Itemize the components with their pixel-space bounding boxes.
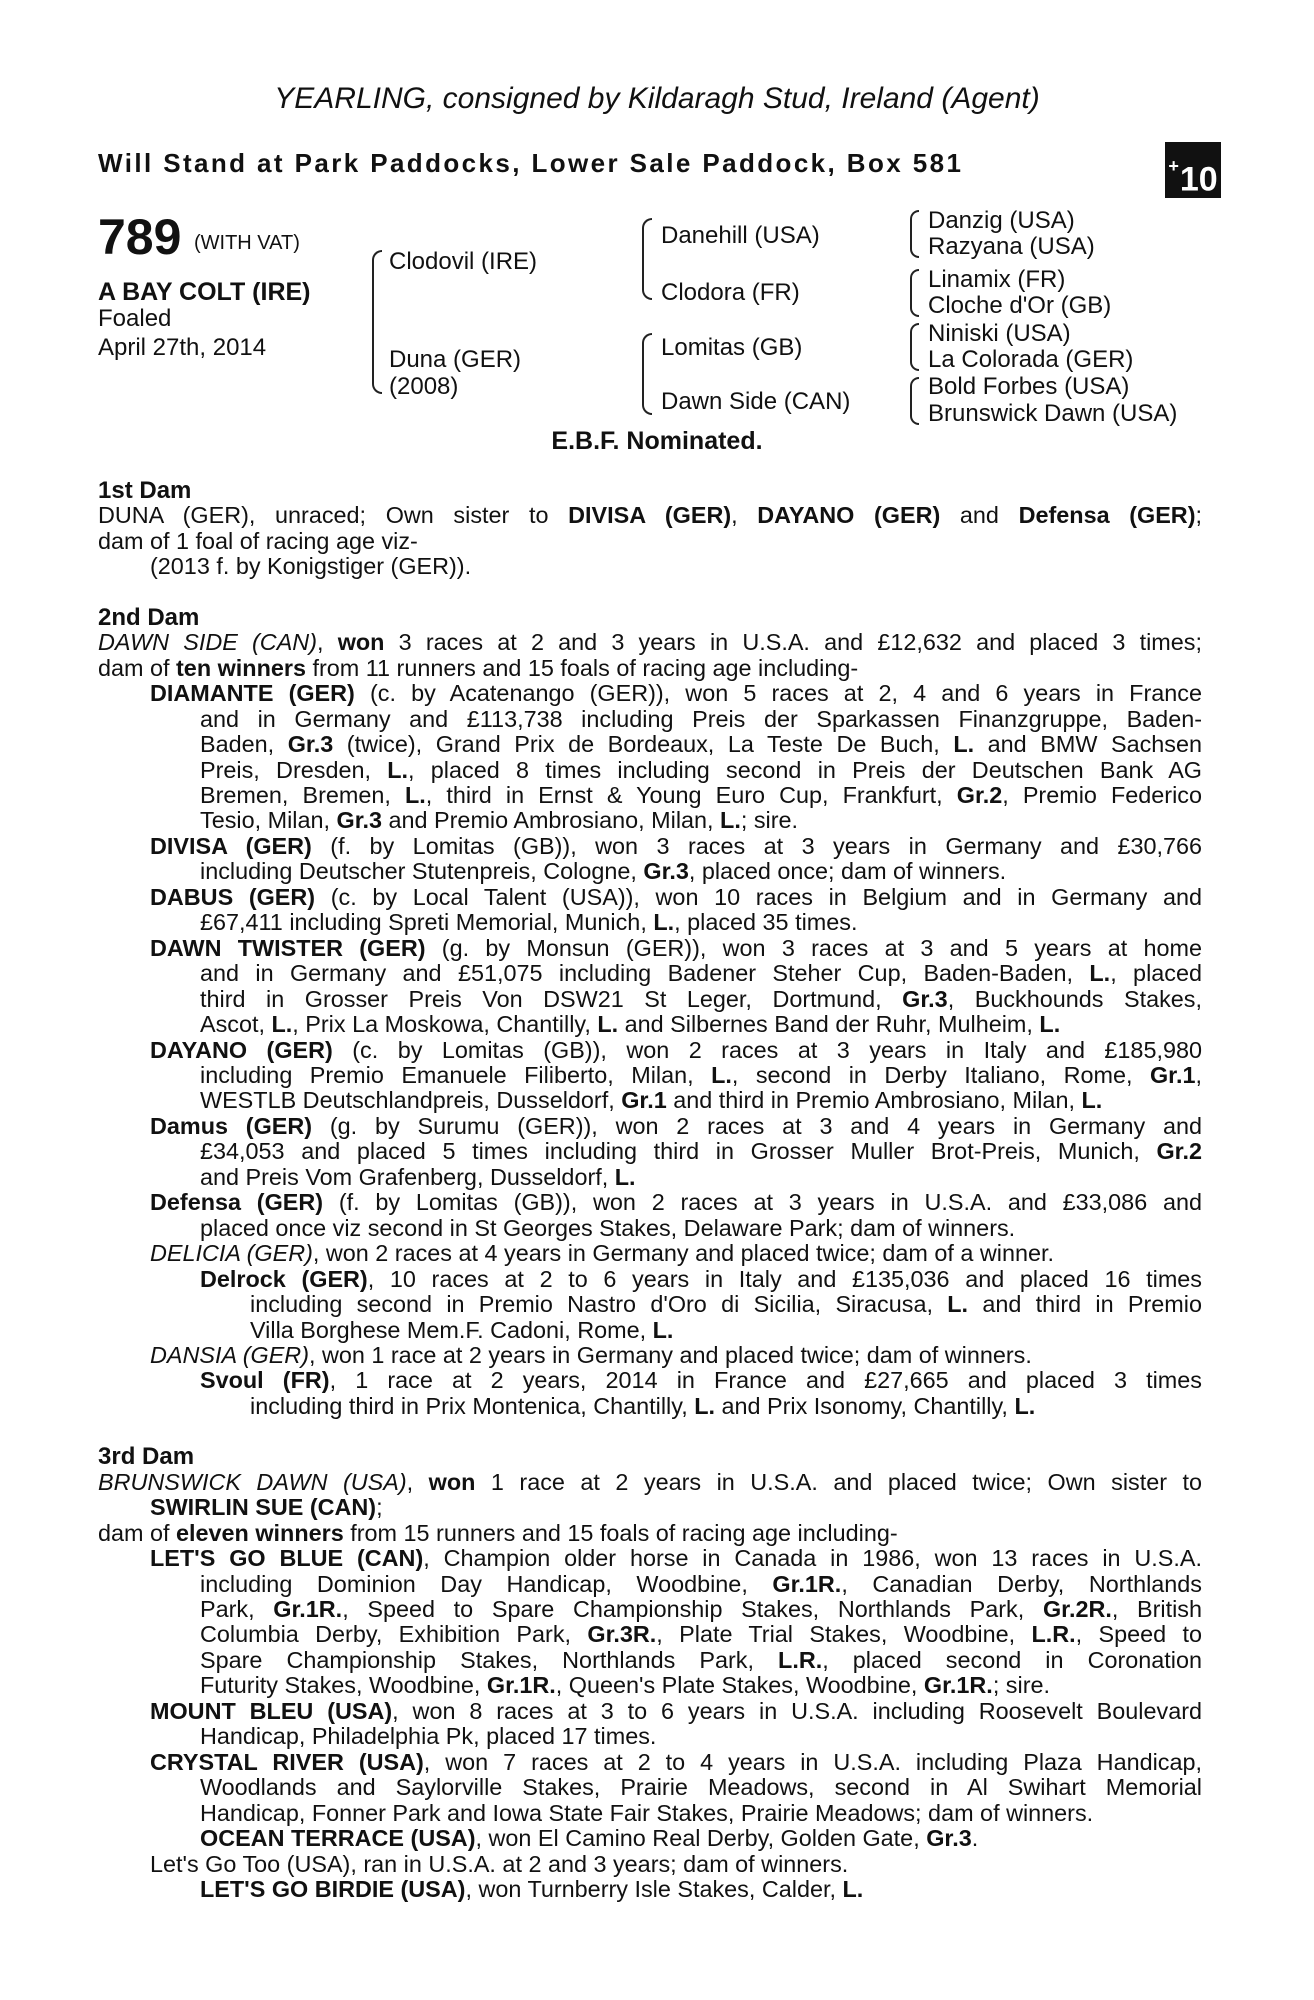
third-dam-line bbox=[98, 1470, 1202, 1495]
bold-text: DAYANO (GER) bbox=[757, 502, 941, 529]
bold-text: SWIRLIN SUE (CAN) bbox=[150, 1494, 377, 1521]
text: and in Germany and £51,075 including Badener Steher Cup, Baden-Baden, bbox=[200, 960, 1090, 987]
bold-text: L. bbox=[947, 1291, 969, 1318]
text: . bbox=[971, 1825, 979, 1852]
text: (twice), Grand Prix de Bordeaux, La Teste De Buch, bbox=[333, 731, 954, 758]
third-dam-line bbox=[98, 1648, 1202, 1673]
text: ; sire. bbox=[740, 807, 799, 834]
badge-sup: + bbox=[1168, 156, 1179, 176]
bold-text: DIVISA (GER) bbox=[150, 832, 312, 859]
second-dam-line bbox=[98, 885, 1202, 910]
bold-text: L. bbox=[404, 781, 426, 808]
bold-text: Defensa (GER) bbox=[150, 1189, 324, 1216]
text: , bbox=[316, 629, 338, 656]
bold-text: Gr.1R. bbox=[923, 1672, 993, 1699]
text: , placed bbox=[1110, 960, 1202, 987]
ped-dam-sire: Lomitas (GB) bbox=[661, 334, 803, 361]
text: , Queen's Plate Stakes, Woodbine, bbox=[555, 1672, 924, 1699]
third-dam-heading: 3rd Dam bbox=[98, 1443, 195, 1471]
bold-text: L. bbox=[597, 1011, 619, 1038]
second-dam-line bbox=[98, 656, 1202, 681]
text: Handicap, Fonner Park and Iowa State Fair Stakes, Prairie Meadows; dam of winners. bbox=[200, 1799, 1094, 1826]
text: and bbox=[940, 502, 1019, 529]
second-dam-line bbox=[98, 707, 1202, 732]
bold-text: Gr.1 bbox=[1149, 1061, 1196, 1088]
text: and Premio Ambrosiano, Milan, bbox=[382, 807, 721, 834]
bold-text: L. bbox=[653, 909, 675, 936]
text: Columbia Derby, Exhibition Park, bbox=[200, 1621, 588, 1648]
bold-text: L. bbox=[720, 807, 741, 834]
third-dam-line bbox=[98, 1622, 1202, 1647]
bold-text: L. bbox=[711, 1061, 732, 1088]
bold-text: Gr.3 bbox=[902, 985, 948, 1012]
bold-text: L. bbox=[1089, 960, 1111, 987]
ped-dam-year: (2008) bbox=[389, 373, 459, 400]
text: DUNA (GER), unraced; Own sister to bbox=[98, 502, 569, 529]
brace-sire-parents bbox=[642, 218, 652, 300]
ped-g4: Cloche d'Or (GB) bbox=[928, 292, 1112, 319]
text: including Premio Emanuele Filiberto, Milan, bbox=[200, 1061, 712, 1088]
text: , bbox=[406, 1468, 429, 1495]
third-dam-line bbox=[98, 1724, 1202, 1749]
third-dam-line bbox=[98, 1597, 1202, 1622]
second-dam-line bbox=[98, 630, 1202, 655]
italic-text: DANSIA (GER) bbox=[150, 1341, 309, 1368]
second-dam-line bbox=[98, 783, 1202, 808]
first-dam-section bbox=[98, 503, 1202, 579]
lot-vat: (WITH VAT) bbox=[194, 232, 300, 254]
text: Let's Go Too (USA), ran in U.S.A. at 2 and 3 years; dam of winners. bbox=[150, 1850, 849, 1877]
second-dam-line bbox=[98, 1038, 1202, 1063]
second-dam-line bbox=[98, 1063, 1202, 1088]
text: Futurity Stakes, Woodbine, bbox=[200, 1672, 487, 1699]
bold-text: Damus (GER) bbox=[150, 1112, 313, 1139]
first-dam-line bbox=[98, 503, 1202, 528]
second-dam-line bbox=[98, 1267, 1202, 1292]
second-dam-line bbox=[98, 936, 1202, 961]
text: £67,411 including Spreti Memorial, Munich, bbox=[200, 909, 654, 936]
bold-text: DABUS (GER) bbox=[150, 883, 316, 910]
text: ; sire. bbox=[992, 1672, 1050, 1699]
bold-text: DAYANO (GER) bbox=[150, 1036, 333, 1063]
ped-g1: Danzig (USA) bbox=[928, 207, 1075, 234]
ped-g2: Razyana (USA) bbox=[928, 233, 1095, 260]
second-dam-line bbox=[98, 1012, 1202, 1037]
second-dam-heading: 2nd Dam bbox=[98, 603, 200, 631]
text: , won 7 races at 2 to 4 years in U.S.A. including Plaza Handicap, bbox=[423, 1748, 1203, 1775]
bold-text: L. bbox=[694, 1392, 715, 1419]
first-dam-heading: 1st Dam bbox=[98, 477, 192, 504]
text: and third in Premio Ambrosiano, Milan, bbox=[666, 1087, 1082, 1114]
second-dam-line bbox=[98, 1165, 1202, 1190]
second-dam-line bbox=[98, 910, 1202, 935]
brace-sire-dam bbox=[372, 250, 382, 394]
text: , won 2 races at 4 years in Germany and placed twice; dam of a winner. bbox=[312, 1240, 1054, 1267]
third-dam-section bbox=[98, 1470, 1202, 1903]
bold-text: Gr.2 bbox=[956, 781, 1003, 808]
consignment-line: YEARLING, consigned by Kildaragh Stud, Ireland (Agent) bbox=[274, 82, 1040, 115]
text: , won 8 races at 3 to 6 years in U.S.A. including Roosevelt Boulevard bbox=[392, 1697, 1203, 1724]
second-dam-line bbox=[98, 1318, 1202, 1343]
third-dam-line bbox=[98, 1572, 1202, 1597]
bold-text: Gr.1 bbox=[621, 1087, 667, 1114]
bold-text: L. bbox=[842, 1876, 864, 1903]
text: (f. by Lomitas (GB)), won 3 races at 3 years in Germany and £30,766 bbox=[311, 832, 1202, 859]
text: , Plate Trial Stakes, Woodbine, bbox=[656, 1621, 1032, 1648]
foaled-date: April 27th, 2014 bbox=[98, 334, 267, 361]
text: Baden, bbox=[200, 731, 288, 758]
text: , placed 35 times. bbox=[674, 909, 858, 936]
text: , won Turnberry Isle Stakes, Calder, bbox=[465, 1876, 843, 1903]
brace-dam-parents bbox=[642, 333, 652, 415]
bold-text: DIAMANTE (GER) bbox=[150, 680, 355, 707]
italic-text: DELICIA (GER) bbox=[150, 1240, 313, 1267]
text: including Deutscher Stutenpreis, Cologne, bbox=[200, 858, 644, 885]
ped-sire-sire: Danehill (USA) bbox=[661, 222, 820, 249]
bold-text: ten winners bbox=[176, 654, 306, 681]
text: , placed second in Coronation bbox=[822, 1646, 1202, 1673]
bold-text: Gr.3 bbox=[926, 1825, 972, 1852]
bold-text: DIVISA (GER) bbox=[568, 502, 732, 529]
second-dam-line bbox=[98, 961, 1202, 986]
second-dam-line bbox=[98, 859, 1202, 884]
text: , 10 races at 2 to 6 years in Italy and £135,036 and placed 16 times bbox=[367, 1265, 1203, 1292]
second-dam-line bbox=[98, 1114, 1202, 1139]
third-dam-line bbox=[98, 1775, 1202, 1800]
second-dam-line bbox=[98, 1343, 1202, 1368]
third-dam-line bbox=[98, 1546, 1202, 1571]
second-dam-line bbox=[98, 1292, 1202, 1317]
text: Ascot, bbox=[200, 1011, 272, 1038]
ped-g7: Bold Forbes (USA) bbox=[928, 373, 1130, 400]
text: third in Grosser Preis Von DSW21 St Leger, Dortmund, bbox=[200, 985, 903, 1012]
text: including third in Prix Montenica, Chantilly, bbox=[250, 1392, 695, 1419]
bold-text: L. bbox=[387, 756, 409, 783]
text: , won El Camino Real Derby, Golden Gate, bbox=[475, 1825, 927, 1852]
first-dam-line bbox=[98, 529, 1202, 554]
second-dam-line bbox=[98, 1368, 1202, 1393]
text: Handicap, Philadelphia Pk, placed 17 times. bbox=[200, 1723, 657, 1750]
text: Tesio, Milan, bbox=[200, 807, 337, 834]
second-dam-line bbox=[98, 758, 1202, 783]
third-dam-line bbox=[98, 1521, 1202, 1546]
bold-text: DAWN TWISTER (GER) bbox=[150, 934, 426, 961]
badge-number: 10 bbox=[1179, 160, 1218, 199]
bold-text: L. bbox=[614, 1163, 636, 1190]
text: , third in Ernst & Young Euro Cup, Frankfurt, bbox=[425, 781, 957, 808]
second-dam-line bbox=[98, 1088, 1202, 1113]
second-dam-line bbox=[98, 1216, 1202, 1241]
text: Bremen, Bremen, bbox=[200, 781, 405, 808]
text: , placed once; dam of winners. bbox=[688, 858, 1007, 885]
text: ; bbox=[1195, 502, 1202, 529]
text: including Dominion Day Handicap, Woodbine, bbox=[200, 1570, 773, 1597]
third-dam-line bbox=[98, 1750, 1202, 1775]
ped-g8: Brunswick Dawn (USA) bbox=[928, 400, 1178, 427]
bold-text: won bbox=[337, 629, 385, 656]
ped-dam-dam: Dawn Side (CAN) bbox=[661, 388, 851, 415]
text: and Preis Vom Grafenberg, Dusseldorf, bbox=[200, 1163, 615, 1190]
bold-text: L.R. bbox=[1031, 1621, 1076, 1648]
third-dam-line bbox=[98, 1801, 1202, 1826]
bold-text: Gr.2 bbox=[1156, 1138, 1202, 1165]
third-dam-line bbox=[98, 1852, 1202, 1877]
text: dam of bbox=[98, 1519, 177, 1546]
text: , Buckhounds Stakes, bbox=[947, 985, 1202, 1012]
location-line: Will Stand at Park Paddocks, Lower Sale Paddock, Box 581 bbox=[98, 148, 964, 178]
text: , second in Derby Italiano, Rome, bbox=[731, 1061, 1150, 1088]
third-dam-line bbox=[98, 1877, 1202, 1902]
text: (g. by Monsun (GER)), won 3 races at 3 and 5 years at home bbox=[425, 934, 1202, 961]
brace-g4 bbox=[910, 377, 919, 425]
text: Villa Borghese Mem.F. Cadoni, Rome, bbox=[250, 1316, 653, 1343]
bold-text: MOUNT BLEU (USA) bbox=[150, 1697, 393, 1724]
bold-text: CRYSTAL RIVER (USA) bbox=[150, 1748, 424, 1775]
third-dam-line bbox=[98, 1826, 1202, 1851]
lot-title: A BAY COLT (IRE) bbox=[98, 278, 311, 306]
text: (f. by Lomitas (GB)), won 2 races at 3 years in U.S.A. and £33,086 and bbox=[323, 1189, 1203, 1216]
bold-text: LET'S GO BIRDIE (USA) bbox=[200, 1876, 466, 1903]
catalogue-body bbox=[98, 478, 1202, 1902]
ped-g6: La Colorada (GER) bbox=[928, 346, 1134, 373]
text: and in Germany and £113,738 including Preis der Sparkassen Finanzgruppe, Baden- bbox=[200, 705, 1202, 732]
bold-text: Gr.3R. bbox=[587, 1621, 657, 1648]
lot-badge bbox=[1165, 142, 1221, 198]
bold-text: L. bbox=[1081, 1087, 1103, 1114]
text: and Prix Isonomy, Chantilly, bbox=[715, 1392, 1015, 1419]
text: and third in Premio bbox=[968, 1291, 1202, 1318]
bold-text: eleven winners bbox=[176, 1519, 344, 1546]
bold-text: L.R. bbox=[778, 1646, 823, 1673]
text: (g. by Surumu (GER)), won 2 races at 3 and 4 years in Germany and bbox=[312, 1112, 1202, 1139]
bold-text: Svoul (FR) bbox=[200, 1367, 330, 1394]
bold-text: LET'S GO BLUE (CAN) bbox=[150, 1545, 424, 1572]
bold-text: Gr.1R. bbox=[486, 1672, 556, 1699]
bold-text: L. bbox=[271, 1011, 293, 1038]
text: WESTLB Deutschlandpreis, Dusseldorf, bbox=[200, 1087, 622, 1114]
text: ; bbox=[376, 1494, 383, 1521]
text: and Silbernes Band der Ruhr, Mulheim, bbox=[618, 1011, 1040, 1038]
second-dam-line bbox=[98, 1190, 1202, 1215]
third-dam-line bbox=[98, 1699, 1202, 1724]
bold-text: Gr.1R. bbox=[772, 1570, 842, 1597]
text: dam of 1 foal of racing age viz- bbox=[98, 527, 418, 554]
brace-g1 bbox=[910, 210, 919, 258]
text: , 1 race at 2 years, 2014 in France and £27,665 and placed 3 times bbox=[329, 1367, 1202, 1394]
second-dam-line bbox=[98, 681, 1202, 706]
bold-text: L. bbox=[1014, 1392, 1036, 1419]
text: , Premio Federico bbox=[1002, 781, 1202, 808]
second-dam-line bbox=[98, 1139, 1202, 1164]
ebf-nominated: E.B.F. Nominated. bbox=[551, 427, 763, 455]
text: 3 races at 2 and 3 years in U.S.A. and £12,632 and placed 3 times; bbox=[384, 629, 1202, 656]
second-dam-line bbox=[98, 1241, 1202, 1266]
text: Park, bbox=[200, 1596, 274, 1623]
text: Spare Championship Stakes, Northlands Park, bbox=[200, 1646, 779, 1673]
text: and BMW Sachsen bbox=[974, 731, 1202, 758]
text: (c. by Acatenango (GER)), won 5 races at 2, 4 and 6 years in France bbox=[354, 680, 1202, 707]
text: , Prix La Moskowa, Chantilly, bbox=[292, 1011, 598, 1038]
text: including second in Premio Nastro d'Oro di Sicilia, Siracusa, bbox=[250, 1291, 948, 1318]
text: , Champion older horse in Canada in 1986, won 13 races in U.S.A. bbox=[423, 1545, 1202, 1572]
ped-dam: Duna (GER) bbox=[389, 346, 522, 373]
text: (c. by Lomitas (GB)), won 2 races at 3 years in Italy and £185,980 bbox=[332, 1036, 1202, 1063]
text: , bbox=[1195, 1061, 1202, 1088]
ped-g5: Niniski (USA) bbox=[928, 320, 1071, 347]
ped-sire: Clodovil (IRE) bbox=[389, 248, 538, 275]
text: from 15 runners and 15 foals of racing age including- bbox=[343, 1519, 898, 1546]
second-dam-line bbox=[98, 732, 1202, 757]
bold-text: Gr.3 bbox=[287, 731, 334, 758]
text: £34,053 and placed 5 times including third in Grosser Muller Brot-Preis, Munich, bbox=[200, 1138, 1157, 1165]
bold-text: Gr.3 bbox=[336, 807, 383, 834]
text: (2013 f. by Konigstiger (GER)). bbox=[150, 553, 472, 580]
italic-text: DAWN SIDE (CAN) bbox=[98, 629, 317, 656]
second-dam-line bbox=[98, 834, 1202, 859]
text: , won 1 race at 2 years in Germany and placed twice; dam of winners. bbox=[308, 1341, 1032, 1368]
bold-text: Gr.3 bbox=[643, 858, 689, 885]
second-dam-line bbox=[98, 987, 1202, 1012]
text: Woodlands and Saylorville Stakes, Prairie Meadows, second in Al Swihart Memorial bbox=[200, 1774, 1202, 1801]
bold-text: Gr.1R. bbox=[273, 1596, 343, 1623]
text: , Speed to Spare Championship Stakes, Northlands Park, bbox=[342, 1596, 1043, 1623]
bold-text: Gr.2R. bbox=[1042, 1596, 1112, 1623]
lot-number: 789 bbox=[98, 209, 182, 265]
bold-text: L. bbox=[652, 1316, 674, 1343]
first-dam-line bbox=[98, 554, 1202, 579]
third-dam-line bbox=[98, 1495, 1202, 1520]
bold-text: won bbox=[428, 1468, 476, 1495]
bold-text: L. bbox=[953, 731, 975, 758]
text: 1 race at 2 years in U.S.A. and placed twice; Own sister to bbox=[475, 1468, 1203, 1495]
text: , placed 8 times including second in Preis der Deutschen Bank AG bbox=[408, 756, 1202, 783]
text: , bbox=[731, 502, 758, 529]
text: from 11 runners and 15 foals of racing age including- bbox=[306, 654, 859, 681]
bold-text: Defensa (GER) bbox=[1018, 502, 1196, 529]
foaled-label: Foaled bbox=[98, 305, 172, 332]
text: , Speed to bbox=[1075, 1621, 1203, 1648]
text: dam of bbox=[98, 654, 177, 681]
second-dam-line bbox=[98, 1394, 1202, 1419]
text: , Canadian Derby, Northlands bbox=[841, 1570, 1202, 1597]
bold-text: L. bbox=[1039, 1011, 1061, 1038]
third-dam-line bbox=[98, 1673, 1202, 1698]
brace-g2 bbox=[910, 269, 919, 317]
text: placed once viz second in St Georges Stakes, Delaware Park; dam of winners. bbox=[200, 1214, 1016, 1241]
ped-g3: Linamix (FR) bbox=[928, 266, 1066, 293]
bold-text: OCEAN TERRACE (USA) bbox=[200, 1825, 476, 1852]
brace-g3 bbox=[910, 323, 919, 371]
italic-text: BRUNSWICK DAWN (USA) bbox=[98, 1468, 407, 1495]
ped-sire-dam: Clodora (FR) bbox=[661, 279, 800, 306]
text: Preis, Dresden, bbox=[200, 756, 388, 783]
second-dam-line bbox=[98, 808, 1202, 833]
text: , British bbox=[1111, 1596, 1203, 1623]
second-dam-section bbox=[98, 630, 1202, 1419]
bold-text: Delrock (GER) bbox=[200, 1265, 368, 1292]
text: (c. by Local Talent (USA)), won 10 races in Belgium and in Germany and bbox=[315, 883, 1203, 910]
